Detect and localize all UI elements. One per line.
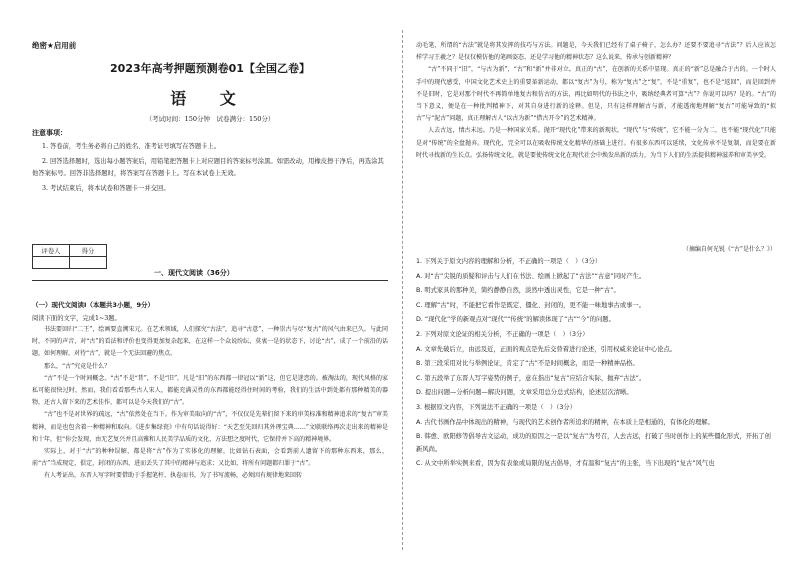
exam-title: 2023年高考押题预测卷01【全国乙卷】 [110,62,310,75]
right-column [416,0,776,566]
question-stem: 2. 下列对原文论证的相关分析，不正确的一项是（ ）（3分） [416,330,589,338]
passage-source: （摘编自何光锐《“古”是什么？》） [682,246,776,253]
passage-paragraph: “古”不是一个时间概念。“古”不是“昔”，不是“旧”，凡是“旧”的东西都一律冠以“新”这，但它是迷恋的。被淘汰的，现代风格的家私可能很快过时，然而，我们看看那些古人宋人，都能充满灵性的东西都能经得住时间的考验，我们的生活中到处都有那种精美的器物，还古人留下来的艺术佳作，都可以是今天我们的“古”。 [32,374,388,407]
notes-list [32,141,388,197]
question-option: C. 理解“古”时，不能把它看作是既定、僵化、封闭的，更不能一味地事古或事一。 [416,301,646,309]
passage-paragraph: 人去古远，情古未远。乃是一种国家关系。抛开“现代化”带来的新现状，“现代”与“传统”，它不能一分为二，也不能“现代化”只能是对“传统”的全盘抛弃。现代化，完全可以在吸收传统文化精华的基础上进行。有很多东西可以延续，文化传承不是复制，而是要在新时代寻找新的生长点。弘扬传统文化，就是要使传统文化在现代社会中焕发出新的活力，为当下人们的生活提供精神滋养和审美享受。 [416,127,776,159]
question-stem: 3. 根据原文内容，下列说法不正确的一项是（ ）（3分） [416,403,576,411]
question-option: A. 对“古”尖锐的质疑和评击与人们在书法、绘画上掀起了“古法”“古意”同时产生。 [416,272,646,280]
passage-paragraph: 那么，“古”究竟是什么？ [44,362,111,370]
question-stem: 1. 下列关于原文内容的理解和分析，不正确的一项是（ ）（3分） [416,258,602,265]
reading-instruction: 阅读下面的文字，完成1~3题。 [32,315,121,322]
passage-paragraph: 书法要回归“二王”，绘画要直溯宋元。在艺术领域，人们探究“古法”，追寻“古意”，一种崇古与尽“复古”的风气由来已久。与此同时，不同的声音、对“古”的看法和评价也变得更加复杂起来，在这样一个众说纷纭，莫衷一是的状态下，讨论“古”，成了一个前沿的话题，如何理解，对待“古”，就是一个无法回避的焦点。 [32,326,388,358]
note-item: 2. 回答选择题时，选出每小题答案后，用铅笔把答题卡上对应题目的答案标号涂黑。如需改动，用橡皮擦干净后，再选涂其他答案标号。回答非选择题时，将答案写在答题卡上。写在本试卷上无效。 [32,157,384,177]
score-table-score: 得分 [70,245,107,257]
column-divider [402,30,403,550]
passage-paragraph: “古”也不是对世界的疏远，“古”依然处在当下。作为审美取向的“古”，不仅仅是先辈们留下来的审美标准和精神追求的“复古”审美精神，而是也包含着一种精神和取向。《进步集绿瓷》中有句话说得好：“天艺至先回归其外理宝典……”文联联络再次走出来的精神是和十年，但“你会发现，由无艺复兴并且高雅和人民美学品质的文化，方法想之度时代，它保持并下高的精神境界。 [32,411,388,443]
section-title: 一、现代文阅读（36分） [154,269,234,277]
exam-info: （考试时间：150分钟 试卷满分：150分） [145,115,275,123]
passage-paragraph: 实际上，对于“古”的种种误解，都是将“古”作为了实体化的理解，比如钻石表面，会看到前人遗留下的那种东西来，那么，前“古”当成现定，俱定，封闭的东西，进而丢失了其中的精神与追求；又比如，将所有问题都归罪于“古”。 [32,448,388,468]
question-option: B. 明式家具的那种美，简约静静自然，淡然中透出灵性，它是一种“古”。 [416,287,620,295]
score-table-cell [33,257,70,269]
section-rule [32,280,388,281]
passage-right [416,40,776,162]
passage-left [32,324,388,483]
question-option: D. 提出问题—分析问题—解决问题，文章采用总分总式结构，论述层次清晰。 [416,389,633,397]
question-option: C. 从文中所举实例来看，因为有表象或局限的复古倡导，才有温和“复古”的主张，当下出现的“复古”风气也 [416,460,715,468]
question-option: B. 第三段采用对比与举例论证，肯定了“古”不是时间概念，而是一种精神品格。 [416,360,639,368]
question-option: A. 古代书画作品中体现出的精神，与现代的艺术创作者所追求的精神，在本质上是相通的，有体化的理解。 [416,418,714,426]
question-option: B. 韩愈、欧阳修等倡导古文运动，成功的原因之一是以“复古”为号召，人去古远，打破了当时创作上的某些僵化形式，开拓了创新风尚。 [416,433,771,453]
sub-section-title: （一）现代文阅读Ⅰ（本题共3小题，9分） [32,301,154,309]
passage-paragraph: 动毛笔，所谓的“古法”就是将其发挥的技巧与方法。问题是，今天我们已经有了桌子椅子，怎么办？还要不要追寻“古法”？后人应该怎样学习王羲之？是仅仅模仿他的笔画姿态、还是学习他的精神状态？这么说来，传承与创新精神？ [416,42,776,62]
passage-paragraph: “古”不同于“旧”，“与古为新”，“古”和“新”并非对立。真正的“古”，在创新的关系中显现。真正的“新”总是融合于古的。一个时人手中的现代感受，中国文化艺术史上的重要革新运动，都以“复古”为号，称为“复古”之“复”，不是“重复”，也不是“返回”，而是回到并不是旧时，它是对那个时代不再简单地复古和仿古的方法，再比如明代的书法之中，吸纳经典者可算“古”？你说可以吗？是的。“古”的当下意义，便是在一种批判精神下，对其自身进行新的诠释。但是，只有这样理解古与新，才能透彻地理解“复古”可能导致的“拟古”与“泥古”问题，真正理解古人“以古为新”“借古开今”的艺术精神。 [416,66,776,123]
question-option: D. “现代化”学的新观点对“现代”“传统”的解读体现了“古”“今”的问题。 [416,316,615,324]
secret-label: 绝密★启用前 [32,41,77,50]
left-column [32,0,388,566]
note-item: 3. 考试结束后，将本试卷和答题卡一并交回。 [42,184,170,192]
notes-heading: 注意事项： [32,129,67,137]
question-list [416,256,776,473]
question-option: C. 第五段举了东晋人写字姿势的例子，意在指出“复古”应结合实际，抛弃“古法”。 [416,374,646,382]
subject-title: 语 文 [170,89,250,108]
score-table [32,244,107,269]
score-table-grader: 评卷人 [33,245,70,257]
note-item: 1. 答卷前，考生务必将自己的姓名、准考证号填写在答题卡上。 [42,143,221,150]
question-option: A. 文章先破后立，由远及近，正面的观点是先后交替着进行论述，引用权威来论证中心论点。 [416,345,677,353]
score-table-cell [70,257,107,269]
passage-paragraph: 有人考证出，东晋人写字时要借助于手握笔杆、执卷而书，为了书写流畅，必须因有规律地来回转 [44,472,303,480]
